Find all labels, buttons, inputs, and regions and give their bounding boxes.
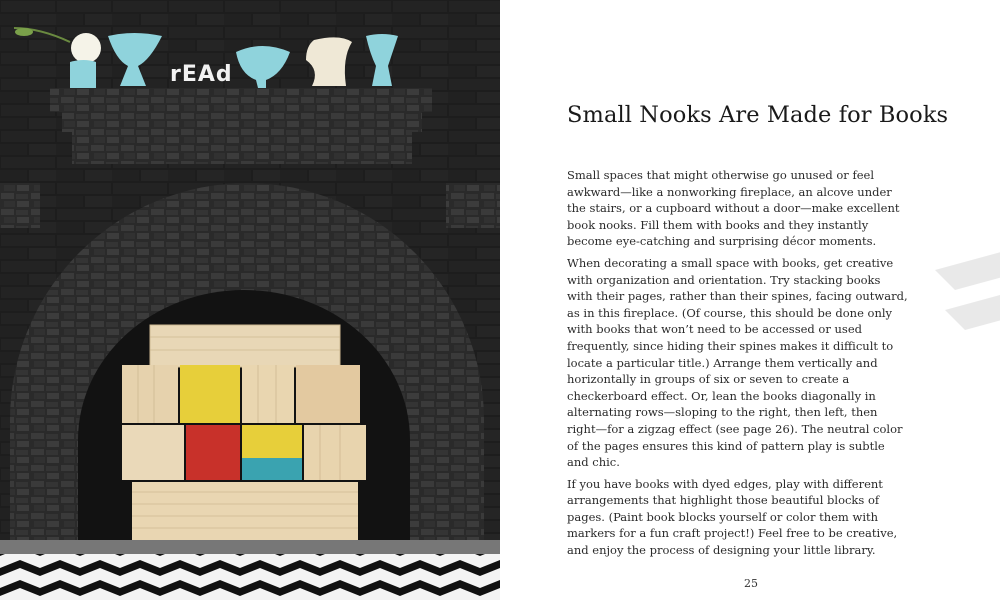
page-title: Small Nooks Are Made for Books	[567, 102, 949, 128]
chevron-rug	[0, 554, 500, 600]
text-page	[500, 0, 1000, 600]
book-stack	[122, 325, 366, 542]
paragraph-1: Small spaces that might otherwise go unused or feel awkward—like a nonworking fireplace, an alcove under the stairs, or a cupboard without a door—make excellent book nooks. Fill them with books and they instantly become eye-catching and surprising décor moments.	[567, 168, 900, 249]
right-ledge	[446, 183, 500, 228]
left-ledge	[0, 183, 40, 228]
paragraph-3: If you have books with dyed edges, play with different arrangements that highlight those beautiful blocks of pages. (Paint book blocks yourself or color them with markers for a fun craft project!) Feel free to be creative, and enjoy the process of designing your little library.	[567, 476, 898, 558]
hearth	[0, 540, 500, 554]
paragraph-2: When decorating a small space with books, get creative with organization and orientation. Try stacking books with their pages, rather than their spines, facing outward, as in this fireplace. (Of course, this should be done only with books that won’t need to be accessed or used frequently, since hiding their spines makes it difficult to locate a particular title.) Arrange them vertically and horizontally in groups of six or seven to create a checkerboard effect. Or, lean the books diagonally in alternating rows—sloping to the right, then left, then right—for a zigzag effect (see page 26). The neutral color of the pages ensures this kind of pattern play is subtle and chic.	[567, 255, 908, 470]
watermark-logo	[925, 230, 1000, 380]
read-letters: rEAd	[170, 62, 233, 87]
body-text	[567, 167, 909, 564]
mantel	[50, 88, 432, 164]
page-number: 25	[744, 577, 758, 590]
